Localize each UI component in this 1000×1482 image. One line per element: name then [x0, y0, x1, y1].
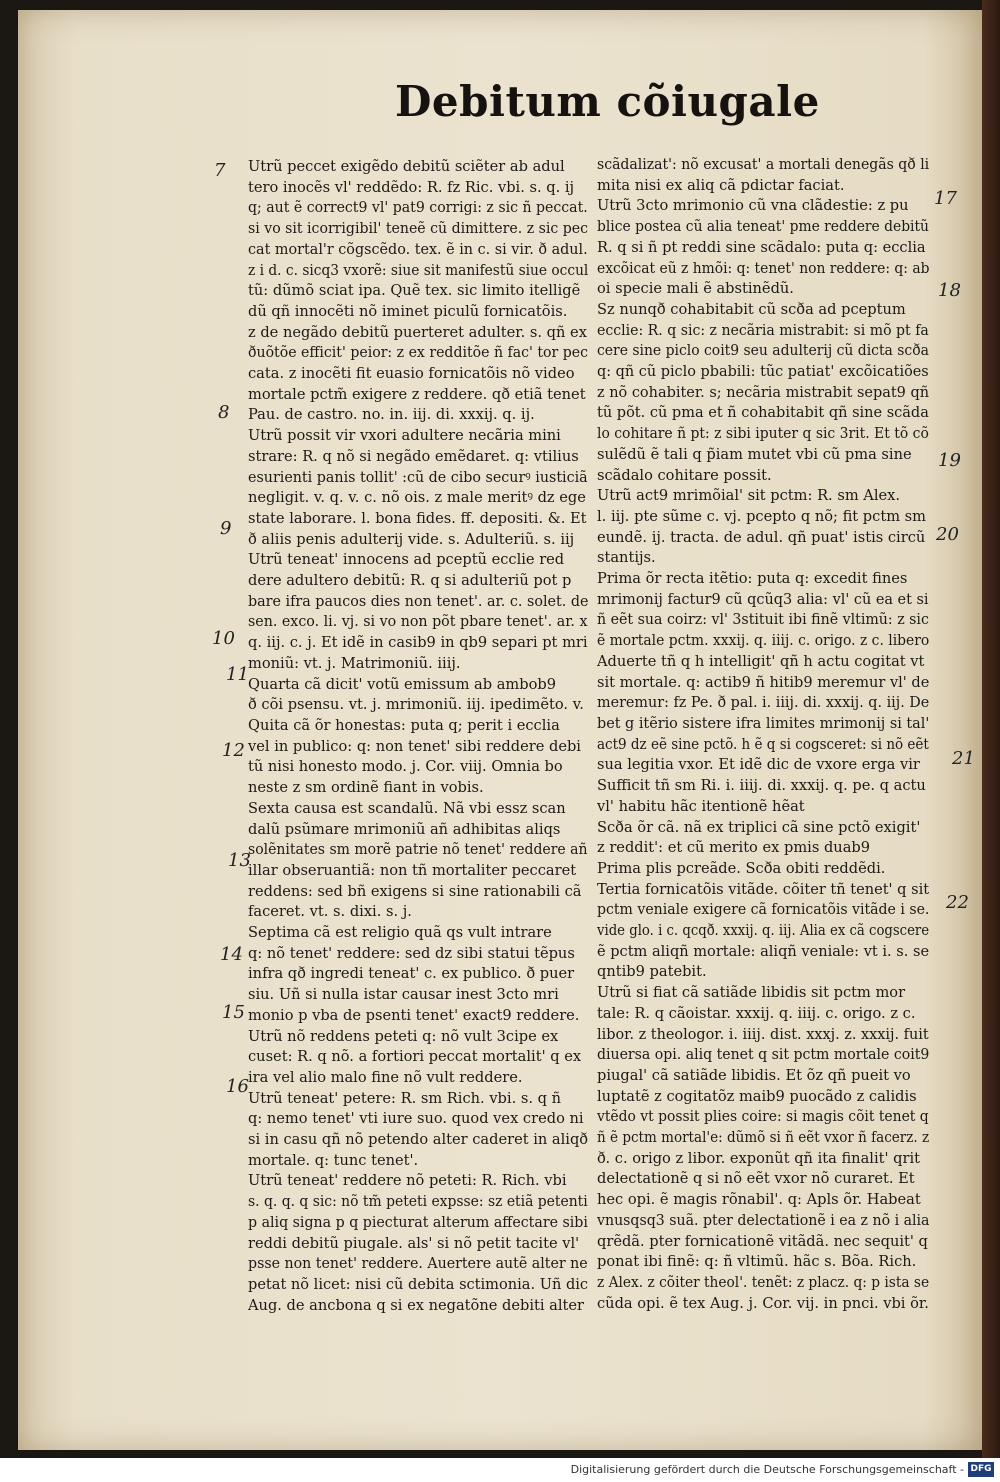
text-line: act9 dz eẽ sine pctõ. h ẽ q si cogsceret: si nõ eẽt [597, 735, 929, 753]
margin-number: 7 [214, 160, 226, 181]
text-line: cata. z inocẽti fit euasio fornicatõis nõ video [248, 365, 575, 383]
margin-number: 16 [226, 1076, 249, 1097]
text-line: Sz nunqð cohabitabit cũ scða ad pceptum [597, 300, 906, 318]
text-line: dalũ psũmare mrimoniũ añ adhibitas aliqs [248, 820, 561, 838]
margin-number: 19 [938, 450, 961, 471]
text-line: faceret. vt. s. dixi. s. j. [248, 903, 412, 921]
text-line: ẽ pctm aliqñ mortale: aliqñ veniale: vt i. s. se [597, 942, 930, 960]
text-line: z nõ cohabiter. s; necãria mistrabit sepat9 qñ [597, 383, 930, 401]
text-line: ecclie: R. q sic: z necãria mistrabit: si mõ pt fa [597, 321, 929, 339]
margin-number: 12 [222, 740, 245, 761]
text-line: Quita cã õr honestas: puta q; perit i ecclia [248, 716, 560, 734]
text-line: Utrũ act9 mrimõial' sit pctm: R. sm Alex. [597, 487, 901, 505]
text-line: mrimonij factur9 cũ qcũq3 alia: vl' cũ ea et si [597, 590, 929, 608]
text-line: vel in publico: q: non tenet' sibi reddere debi [248, 737, 581, 755]
margin-number: 8 [218, 402, 230, 423]
text-line: Prima plis pcreãde. Scða obiti reddẽdi. [597, 859, 886, 877]
text-line: moniũ: vt. j. Matrimoniũ. iiij. [248, 654, 461, 672]
text-line: reddi debitũ piugale. als' si nõ petit tacite vl' [248, 1234, 580, 1252]
text-line: vnusqsq3 suã. pter delectationẽ i ea z nõ i alia [597, 1211, 930, 1229]
text-line: bet g itẽrio sistere ifra limites mrimonij si tal' [597, 714, 930, 732]
text-line: Quarta cã dicit' votũ emissum ab ambob9 [248, 675, 557, 693]
text-line: ñ eẽt sua coirz: vl' 3stituit ibi finẽ vltimũ: z sic [597, 611, 929, 629]
text-line: vtẽdo vt possit plies coire: si magis cõit tenet q [597, 1108, 929, 1126]
text-line: si in casu qñ nõ petendo alter caderet in aliqð [248, 1131, 589, 1149]
text-line: oi specie mali ẽ abstinẽdũ. [597, 280, 794, 298]
text-line: scãdalo cohitare possit. [597, 466, 772, 484]
text-line: dere adultero debitũ: R. q si adulteriũ pot p [248, 572, 572, 590]
text-line: Sexta causa est scandalũ. Nã vbi essz scan [248, 799, 566, 817]
text-line: ð. c. origo z libor. exponũt qñ ita finalit' qrit [597, 1149, 920, 1167]
text-line: ira vel alio malo fine nõ vult reddere. [248, 1068, 523, 1086]
text-line: bare ifra paucos dies non tenet'. ar. c. solet. de [248, 592, 589, 610]
text-line: lo cohitare ñ pt: z sibi iputer q sic 3rit. Et tõ cõ [597, 425, 929, 443]
footer-credit: Digitalisierung gefördert durch die Deutsche Forschungsgemeinschaft - [570, 1463, 964, 1476]
text-line: sit mortale. q: actib9 ñ hitib9 meremur vl' de [597, 673, 930, 691]
text-line: piugal' cã satiãde libidis. Et õz qñ pueit vo [597, 1066, 911, 1084]
text-line: tũ: dũmõ sciat ipa. Quẽ tex. sic limito itelligẽ [248, 282, 581, 300]
dfg-logo: DFG [968, 1462, 994, 1477]
text-line: pctm veniale exigere cã fornicatõis vitãde i se. [597, 901, 930, 919]
text-line: R. q si ñ pt reddi sine scãdalo: puta q: ecclia [597, 238, 926, 256]
text-line: illar obseruantiã: non tñ mortaliter peccaret [248, 861, 577, 879]
margin-number: 18 [938, 280, 961, 301]
text-line: eundẽ. ij. tracta. de adul. qñ puat' istis circũ [597, 528, 926, 546]
margin-number: 11 [226, 664, 249, 685]
text-line: qrẽdã. pter fornicationẽ vitãdã. nec sequit' q [597, 1232, 928, 1250]
text-line: s. q. q. q sic: nõ tm̃ peteti expsse: sz etiã petenti [248, 1193, 588, 1211]
text-line: psse non tenet' reddere. Auertere autẽ alter ne [248, 1255, 588, 1273]
text-line: blice postea cũ alia teneat' pme reddere debitũ [597, 218, 929, 236]
text-line: ðuõtõe efficit' peior: z ex redditõe ñ fac' tor pec [248, 344, 589, 362]
text-line: si vo sit icorrigibil' teneẽ cũ dimittere. z sic pec [248, 220, 588, 238]
text-line: Utrũ peccet exigẽdo debitũ sciẽter ab adul [248, 158, 565, 175]
text-line: cere sine piclo coit9 seu adulterij cũ dicta scða [597, 342, 929, 360]
margin-number: 9 [220, 518, 232, 539]
text-line: Utrũ 3cto mrimonio cũ vna clãdestie: z pu [597, 197, 909, 215]
text-line: tero inocẽs vl' reddẽdo: R. fz Ric. vbi. s. q. ij [248, 178, 575, 196]
margin-number: 10 [212, 628, 235, 649]
text-line: Aduerte tñ q h intelligit' qñ h actu cogitat vt [597, 652, 925, 670]
right-text-column [597, 155, 932, 1314]
text-line: meremur: fz Pe. ð pal. i. iiij. di. xxxij. q. iij. De [597, 694, 930, 712]
book-binding-edge [982, 0, 1000, 1458]
margin-number: 14 [220, 944, 243, 965]
text-line: infra qð ingredi teneat' c. ex publico. ð puer [248, 965, 575, 983]
text-line: Prima õr recta itẽtio: puta q: excedit fines [597, 570, 908, 588]
text-line: neste z sm ordinẽ fiant in vobis. [248, 779, 484, 797]
text-line: Sufficit tñ sm Ri. i. iiij. di. xxxij. q. pe. q actu [597, 777, 926, 795]
text-line: Tertia fornicatõis vitãde. cõiter tñ tenet' q sit [597, 880, 930, 898]
text-line: z de negãdo debitũ puerteret adulter. s. qñ ex [248, 323, 587, 341]
text-line: cũda opi. ẽ tex Aug. j. Cor. vij. in pnci. vbi õr. [597, 1294, 929, 1312]
text-line: vl' habitu hãc itentionẽ hẽat [597, 797, 805, 815]
page-heading: Debitum cõiugale [395, 77, 820, 126]
text-line: l. iij. pte sũme c. vj. pcepto q nõ; fit pctm sm [597, 507, 926, 525]
text-line: sulẽdũ ẽ tali q p̃iam mutet vbi cũ pma sine [597, 445, 912, 463]
text-line: tũ nisi honesto modo. j. Cor. viij. Omnia bo [248, 758, 563, 776]
text-line: q: qñ cũ piclo pbabili: tũc patiat' excõicatiões [597, 363, 929, 381]
footer-bar [0, 1458, 1000, 1482]
text-line: qntib9 patebit. [597, 963, 707, 981]
margin-number: 17 [934, 188, 957, 209]
text-line: strare: R. q nõ si negãdo emẽdaret. q: vtilius [248, 447, 579, 465]
text-line: esurienti panis tollit' :cũ de cibo securꝰ iusticiã [248, 468, 588, 486]
text-line: scãdalizat': nõ excusat' a mortali denegãs qð li [597, 156, 930, 173]
text-line: Utrũ nõ reddens peteti q: nõ vult 3cipe ex [248, 1027, 559, 1045]
text-line: sua legitia vxor. Et idẽ dic de vxore erga vir [597, 756, 920, 774]
text-line: q; aut ẽ correct9 vl' pat9 corrigi: z sic ñ peccat. [248, 199, 588, 217]
text-line: petat nõ licet: nisi cũ debita sctimonia. Uñ dic [248, 1275, 589, 1293]
text-line: sen. exco. li. vj. si vo non põt pbare tenet'. ar. x [248, 613, 588, 631]
text-line: mita nisi ex aliq cã pdictar faciat. [597, 176, 845, 194]
text-line: q: nõ tenet' reddere: sed dz sibi statui tẽpus [248, 944, 575, 962]
text-line: stantijs. [597, 549, 656, 567]
text-line: luptatẽ z cogitatõz maib9 puocãdo z calidis [597, 1087, 917, 1105]
text-line: ñ ẽ pctm mortal'e: dũmõ si ñ eẽt vxor ñ facerz. z [597, 1129, 930, 1147]
text-line: Utrũ si fiat cã satiãde libidis sit pctm mor [597, 984, 906, 1002]
text-line: Aug. de ancbona q si ex negatõne debiti alter [248, 1296, 585, 1314]
text-line: q. iij. c. j. Et idẽ in casib9 in qb9 separi pt mri [248, 634, 588, 652]
text-line: Pau. de castro. no. in. iij. di. xxxij. q. ij. [248, 406, 535, 424]
text-line: Utrũ teneat' innocens ad pceptũ ecclie red [248, 551, 565, 569]
text-line: reddens: sed bñ exigens si sine rationabili cã [248, 882, 582, 900]
text-line: z reddit': et cũ merito ex pmis duab9 [597, 839, 871, 857]
margin-number: 20 [936, 524, 959, 545]
text-line: z i d. c. sicq3 vxorẽ: siue sit manifestũ siue occul [248, 261, 589, 279]
text-line: vide glo. i c. qcqð. xxxij. q. iij. Alia ex cã cogscere [597, 922, 930, 940]
text-line: negligit. v. q. v. c. nõ ois. z male meritꝰ dz ege [248, 489, 586, 507]
margin-number: 22 [946, 892, 969, 913]
text-line: q: nemo tenet' vti iure suo. quod vex credo ni [248, 1110, 584, 1128]
text-line: tũ põt. cũ pma et ñ cohabitabit qñ sine scãda [597, 404, 929, 422]
margin-number: 21 [952, 748, 975, 769]
text-line: libor. z theologor. i. iiij. dist. xxxj. z. xxxij. fuit [597, 1025, 929, 1043]
text-line: ð aliis penis adulterij vide. s. Adulteriũ. s. iij [248, 530, 575, 548]
left-text-column [248, 157, 593, 1316]
text-line: Utrũ teneat' petere: R. sm Rich. vbi. s. q ñ [248, 1089, 561, 1107]
text-line: cuset: R. q nõ. a fortiori peccat mortalit' q ex [248, 1048, 582, 1066]
text-line: excõicat eũ z hmõi: q: tenet' non reddere: q: ab [597, 259, 930, 277]
text-line: Utrũ possit vir vxori adultere necãria mini [248, 427, 561, 445]
text-line: monio p vba de psenti tenet' exact9 reddere. [248, 1006, 580, 1024]
text-line: Septima cã est religio quã qs vult intrare [248, 924, 552, 942]
text-line: z Alex. z cõiter theol'. tenẽt: z placz. q: p ista se [597, 1273, 930, 1291]
margin-number: 15 [222, 1002, 245, 1023]
text-line: ẽ mortale pctm. xxxij. q. iiij. c. origo. z c. libero [597, 632, 930, 650]
text-line: mortale pctm̃ exigere z reddere. qð etiã tenet [248, 385, 586, 403]
text-line: tale: R. q cãoistar. xxxij. q. iiij. c. origo. z c. [597, 1004, 916, 1022]
text-line: solẽnitates sm morẽ patrie nõ tenet' reddere añ [248, 841, 588, 859]
text-line: p aliq signa p q piecturat alterum affectare sibi [248, 1213, 588, 1231]
text-line: ponat ibi finẽ: q: ñ vltimũ. hãc s. Bõa. Rich. [597, 1253, 917, 1271]
text-line: delectationẽ q si nõ eẽt vxor nõ curaret. Et [597, 1170, 915, 1188]
text-line: mortale. q: tunc tenet'. [248, 1151, 419, 1169]
text-line: ð cõi psensu. vt. j. mrimoniũ. iij. ipedimẽto. v. [248, 696, 584, 714]
text-line: cat mortal'r cõgscẽdo. tex. ẽ in c. si vir. ð adul. [248, 240, 588, 258]
text-line: diuersa opi. aliq tenet q sit pctm mortale coit9 [597, 1046, 930, 1064]
text-line: siu. Uñ si nulla istar causar inest 3cto mri [248, 986, 559, 1004]
text-line: hec opi. ẽ magis rõnabil'. q: Apls õr. Habeat [597, 1191, 921, 1209]
text-line: dũ qñ innocẽti nõ iminet piculũ fornicatõis. [248, 302, 568, 320]
text-line: Scða õr cã. nã ex triplici cã sine pctõ exigit' [597, 818, 921, 836]
text-line: state laborare. l. bona fides. ff. depositi. &. Et [248, 509, 587, 527]
margin-number: 13 [228, 850, 251, 871]
text-line: Utrũ teneat' reddere nõ peteti: R. Rich. vbi [248, 1172, 567, 1190]
